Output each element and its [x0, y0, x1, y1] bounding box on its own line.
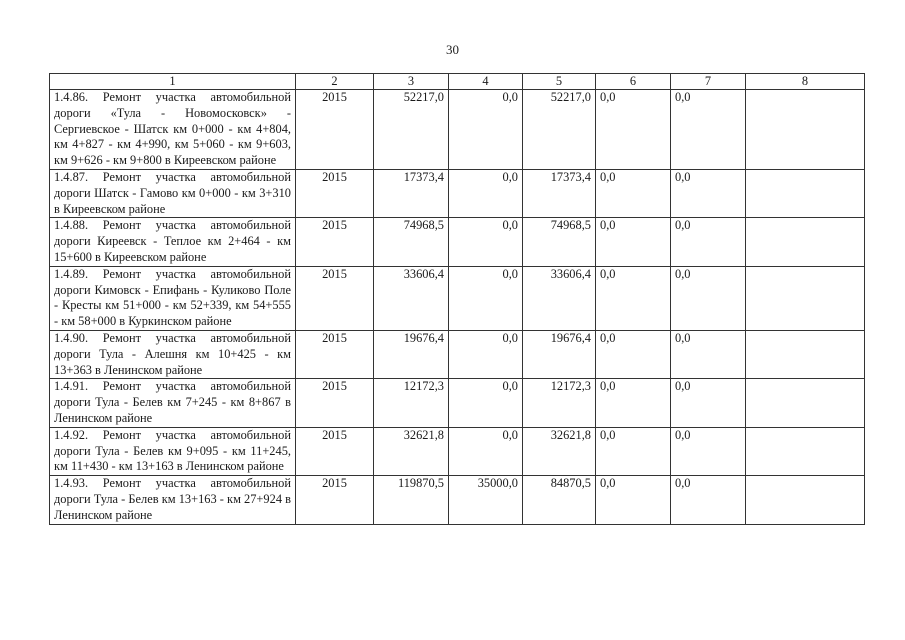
- row-col7: 0,0: [671, 90, 746, 170]
- row-col3: 74968,5: [374, 218, 449, 266]
- row-description: 1.4.90. Ремонт участка автомобильной дороги Тула - Алешня км 10+425 - км 13+363 в Ленинском районе: [50, 330, 296, 378]
- row-description: 1.4.87. Ремонт участка автомобильной дороги Шатск - Гамово км 0+000 - км 3+310 в Киреевском районе: [50, 169, 296, 217]
- row-col4: 0,0: [449, 427, 523, 475]
- row-col3: 32621,8: [374, 427, 449, 475]
- row-col4: 0,0: [449, 266, 523, 330]
- row-year: 2015: [296, 218, 374, 266]
- table-row: [50, 266, 865, 330]
- row-col7: 0,0: [671, 427, 746, 475]
- row-year: 2015: [296, 266, 374, 330]
- row-col8: [746, 218, 865, 266]
- row-description: 1.4.88. Ремонт участка автомобильной дороги Киреевск - Теплое км 2+464 - км 15+600 в Киреевском районе: [50, 218, 296, 266]
- table-row: [50, 169, 865, 217]
- row-year: 2015: [296, 90, 374, 170]
- column-header-3: 3: [374, 74, 449, 90]
- row-col5: 33606,4: [523, 266, 596, 330]
- table-row: [50, 476, 865, 524]
- row-col7: 0,0: [671, 379, 746, 427]
- row-col8: [746, 379, 865, 427]
- column-header-8: 8: [746, 74, 865, 90]
- row-year: 2015: [296, 427, 374, 475]
- row-col6: 0,0: [596, 330, 671, 378]
- row-col8: [746, 90, 865, 170]
- row-col5: 17373,4: [523, 169, 596, 217]
- row-description: 1.4.92. Ремонт участка автомобильной дороги Тула - Белев км 9+095 - км 11+245, км 11+430 - км 13+163 в Ленинском районе: [50, 427, 296, 475]
- row-col4: 0,0: [449, 330, 523, 378]
- row-col3: 12172,3: [374, 379, 449, 427]
- row-col3: 33606,4: [374, 266, 449, 330]
- column-header-5: 5: [523, 74, 596, 90]
- row-description: 1.4.89. Ремонт участка автомобильной дороги Кимовск - Епифань - Куликово Поле - Кресты км 51+000 - км 52+339, км 54+555 - км 58+000 в Куркинском районе: [50, 266, 296, 330]
- row-col7: 0,0: [671, 169, 746, 217]
- header-row: [50, 74, 865, 90]
- row-col7: 0,0: [671, 330, 746, 378]
- row-col8: [746, 266, 865, 330]
- row-description: 1.4.91. Ремонт участка автомобильной дороги Тула - Белев км 7+245 - км 8+867 в Ленинском районе: [50, 379, 296, 427]
- column-header-7: 7: [671, 74, 746, 90]
- row-year: 2015: [296, 169, 374, 217]
- column-header-4: 4: [449, 74, 523, 90]
- column-header-1: 1: [50, 74, 296, 90]
- row-description: 1.4.93. Ремонт участка автомобильной дороги Тула - Белев км 13+163 - км 27+924 в Ленинском районе: [50, 476, 296, 524]
- table-row: [50, 90, 865, 170]
- table-row: [50, 427, 865, 475]
- row-col6: 0,0: [596, 427, 671, 475]
- row-col8: [746, 476, 865, 524]
- row-year: 2015: [296, 476, 374, 524]
- row-col4: 0,0: [449, 379, 523, 427]
- row-col5: 19676,4: [523, 330, 596, 378]
- row-col7: 0,0: [671, 476, 746, 524]
- row-col6: 0,0: [596, 90, 671, 170]
- program-table: [49, 73, 865, 525]
- table-row: [50, 330, 865, 378]
- row-col3: 52217,0: [374, 90, 449, 170]
- row-col3: 19676,4: [374, 330, 449, 378]
- row-col5: 74968,5: [523, 218, 596, 266]
- row-col7: 0,0: [671, 218, 746, 266]
- row-col4: 35000,0: [449, 476, 523, 524]
- row-col3: 17373,4: [374, 169, 449, 217]
- row-description: 1.4.86. Ремонт участка автомобильной дороги «Тула - Новомосковск» - Сергиевское - Шатск км 0+000 - км 4+804, км 4+827 - км 4+990, км 5+060 - км 9+603, км 9+626 - км 9+800 в Киреевском районе: [50, 90, 296, 170]
- row-col4: 0,0: [449, 169, 523, 217]
- column-header-6: 6: [596, 74, 671, 90]
- row-col6: 0,0: [596, 379, 671, 427]
- row-col6: 0,0: [596, 266, 671, 330]
- row-col7: 0,0: [671, 266, 746, 330]
- row-col6: 0,0: [596, 169, 671, 217]
- row-year: 2015: [296, 379, 374, 427]
- row-col4: 0,0: [449, 90, 523, 170]
- row-col8: [746, 427, 865, 475]
- row-col5: 84870,5: [523, 476, 596, 524]
- row-col8: [746, 169, 865, 217]
- row-col5: 52217,0: [523, 90, 596, 170]
- row-year: 2015: [296, 330, 374, 378]
- page-number: 30: [446, 42, 459, 57]
- row-col3: 119870,5: [374, 476, 449, 524]
- column-header-2: 2: [296, 74, 374, 90]
- table-row: [50, 379, 865, 427]
- row-col8: [746, 330, 865, 378]
- row-col4: 0,0: [449, 218, 523, 266]
- row-col5: 12172,3: [523, 379, 596, 427]
- row-col5: 32621,8: [523, 427, 596, 475]
- table-row: [50, 218, 865, 266]
- row-col6: 0,0: [596, 476, 671, 524]
- row-col6: 0,0: [596, 218, 671, 266]
